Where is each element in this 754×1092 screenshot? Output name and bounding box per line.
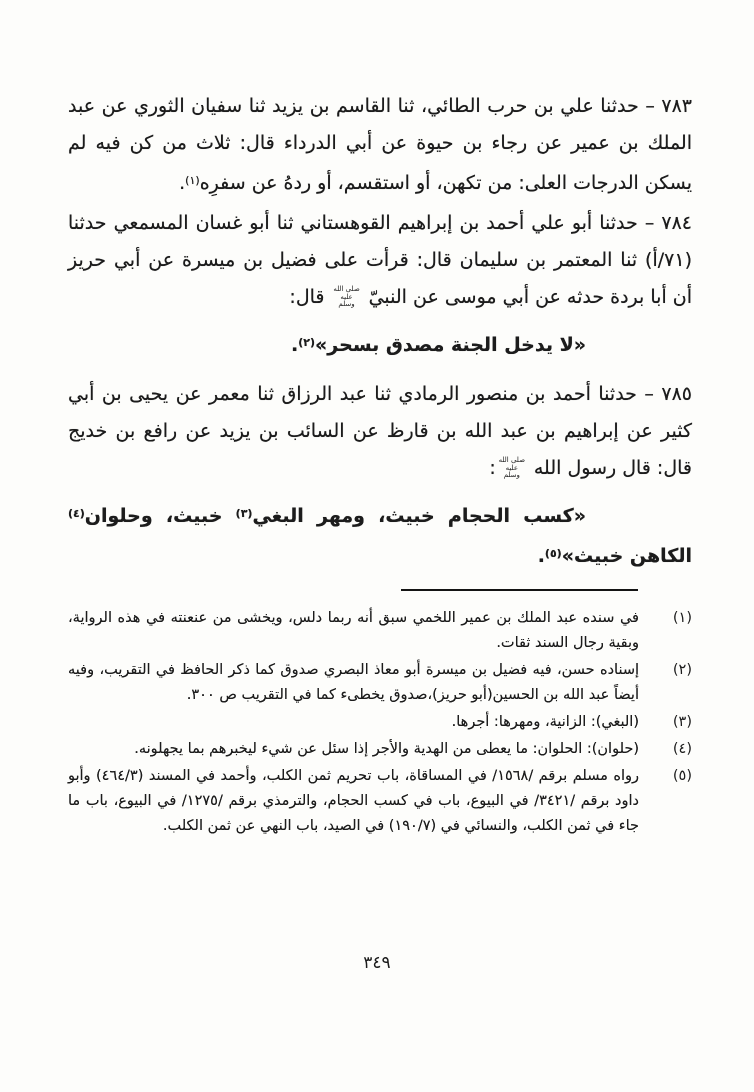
text-run: (حلوان): الحلوان: ما يعطى من الهدية والأجر إذا سئل عن شيء ليخبرهم بما يجهلونه.	[134, 741, 639, 757]
text-run: – حدثنا أبو علي أحمد بن إبراهيم القوهستاني ثنا أبو غسان المسمعي حدثنا (٧١/أ) ثنا المعتمر بن سليمان قال: قرأت على فضيل بن ميسرة عن أبي حريز أن أبا بردة حدثه عن أبي موسى عن النبيّ	[68, 212, 692, 308]
footnote-1-text	[68, 606, 639, 656]
text-run: إسناده حسن، فيه فضيل بن ميسرة أبو معاذ البصري صدوق كما ذكر الحافظ في التقريب، وفيه أيضاً عبد الله بن الحسين(أبو حريز)،صدوق يخطىء كما في التقريب ص ٣٠٠.	[68, 662, 639, 703]
hadith-matn-785	[68, 495, 692, 575]
footnote-5	[68, 764, 692, 839]
text-run: – حدثنا أحمد بن منصور الرمادي ثنا عبد الرزاق ثنا معمر عن يحيى بن أبي كثير عن إبراهيم بن عبد الله بن قارظ عن السائب بن يزيد عن رافع بن خديج قال: قال رسول الله	[68, 383, 692, 479]
hadith-paragraph-783	[68, 88, 692, 202]
footnote-2	[68, 658, 692, 708]
text-run: :	[489, 457, 496, 479]
footnote-2-marker: (٢)	[672, 662, 692, 678]
footnote-ref: (٤)	[68, 507, 85, 520]
text-run: .	[291, 334, 299, 356]
footnote-4	[68, 737, 692, 762]
text-run: «كسب الحجام خبيث، ومهر البغي	[252, 505, 586, 527]
footnotes-section	[68, 606, 692, 839]
footnote-separator	[401, 589, 638, 591]
text-run: رواه مسلم برقم /١٥٦٨/ في المساقاة، باب تحريم ثمن الكلب، وأحمد في المسند (٤٦٤/٣) وأبو داود برقم /٣٤٢١/ في البيوع، باب في كسب الحجام، والترمذي برقم /١٢٧٥/ في البيوع، باب ما جاء في ثمن الكلب، والنسائي في (١٩٠/٧) في الصيد، باب النهي عن ثمن الكلب.	[68, 768, 639, 834]
footnote-ref: (٥)	[544, 547, 562, 560]
text-run: خبيث، وحلوان	[84, 505, 236, 527]
footnote-3	[68, 710, 692, 735]
footnote-4-text	[68, 737, 639, 762]
hadith-paragraph-784	[68, 205, 692, 316]
footnote-2-text	[68, 658, 639, 708]
hadith-text-block	[68, 88, 692, 575]
footnote-ref: (١)	[185, 174, 200, 187]
honorific-mark: صلى الله عليه وسلم	[498, 456, 526, 479]
footnote-5-marker: (٥)	[672, 768, 692, 784]
text-run: في سنده عبد الملك بن عمير اللخمي سبق أنه ربما دلس، ويخشى من عنعنته في هذه الرواية، وبقية رجال السند ثقات.	[68, 610, 639, 651]
text-run: ٧٨٥	[661, 383, 692, 405]
footnote-1-marker: (١)	[672, 610, 692, 626]
text-run: «لا يدخل الجنة مصدق بسحر»	[315, 334, 586, 356]
footnote-ref: (٢)	[298, 336, 316, 349]
honorific-mark: صلى الله عليه وسلم	[333, 285, 360, 308]
text-run: .	[179, 172, 186, 194]
text-run: – حدثنا علي بن حرب الطائي، ثنا القاسم بن يزيد ثنا سفيان الثوري عن عبد الملك بن عمير عن رجاء بن حيوة عن أبي الدرداء قال: ثلاث من كن فيه لم يسكن الدرجات العلى: من تكهن، أو استقسم، أو ردهُ عن سفرِه	[68, 95, 692, 194]
footnote-3-text	[68, 710, 639, 735]
footnote-ref: (٣)	[235, 507, 253, 520]
text-run: ٧٨٣	[661, 95, 692, 117]
footnote-3-marker: (٣)	[672, 714, 692, 730]
page-number: ٣٤٩	[363, 953, 391, 973]
footnote-4-marker: (٤)	[672, 741, 692, 757]
footnote-5-text	[68, 764, 639, 839]
text-run: .	[537, 545, 545, 567]
hadith-paragraph-785	[68, 376, 692, 487]
footnote-1	[68, 606, 692, 656]
text-run: الكاهن خبيث»	[561, 545, 692, 567]
hadith-matn-784	[68, 324, 692, 364]
text-run: (البغي): الزانية، ومهرها: أجرها.	[451, 714, 639, 730]
text-run: ٧٨٤	[661, 212, 692, 234]
text-run: قال:	[289, 286, 331, 308]
